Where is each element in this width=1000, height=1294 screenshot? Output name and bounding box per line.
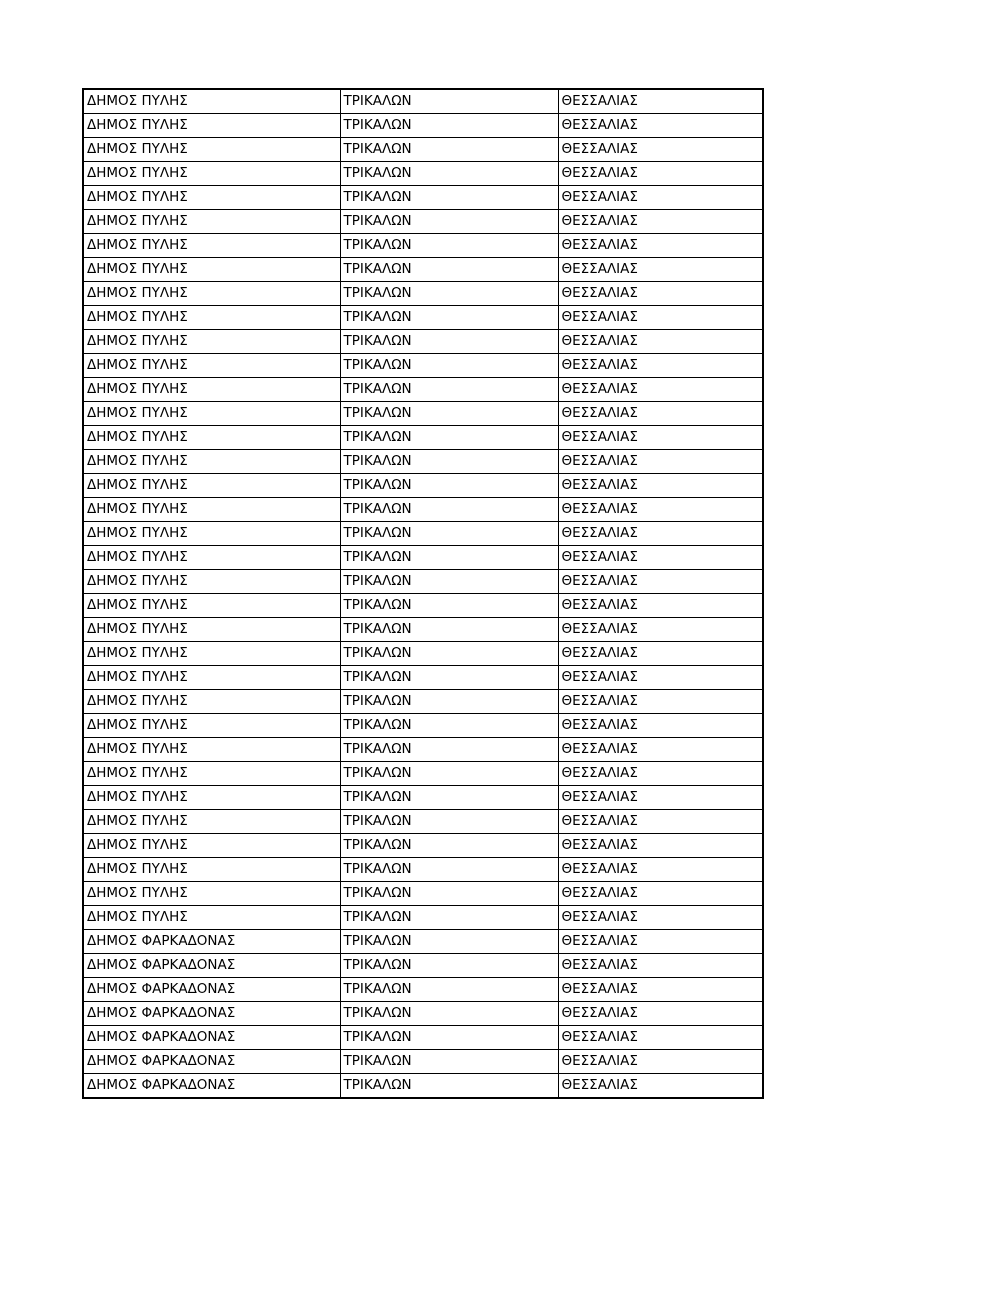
municipality-cell: ΔΗΜΟΣ ΠΥΛΗΣ [83,810,340,834]
region-cell: ΘΕΣΣΑΛΙΑΣ [558,498,763,522]
table-row [83,1002,763,1026]
municipality-cell: ΔΗΜΟΣ ΠΥΛΗΣ [83,546,340,570]
municipality-cell: ΔΗΜΟΣ ΠΥΛΗΣ [83,858,340,882]
table-row [83,906,763,930]
prefecture-cell: ΤΡΙΚΑΛΩΝ [340,1026,558,1050]
table-row [83,330,763,354]
municipality-cell: ΔΗΜΟΣ ΠΥΛΗΣ [83,330,340,354]
region-cell: ΘΕΣΣΑΛΙΑΣ [558,138,763,162]
municipality-cell: ΔΗΜΟΣ ΠΥΛΗΣ [83,522,340,546]
municipality-cell: ΔΗΜΟΣ ΠΥΛΗΣ [83,642,340,666]
prefecture-cell: ΤΡΙΚΑΛΩΝ [340,210,558,234]
municipality-cell: ΔΗΜΟΣ ΠΥΛΗΣ [83,258,340,282]
municipality-cell: ΔΗΜΟΣ ΠΥΛΗΣ [83,762,340,786]
region-cell: ΘΕΣΣΑΛΙΑΣ [558,714,763,738]
municipality-cell: ΔΗΜΟΣ ΦΑΡΚΑΔΟΝΑΣ [83,954,340,978]
table-row [83,546,763,570]
prefecture-cell: ΤΡΙΚΑΛΩΝ [340,978,558,1002]
region-cell: ΘΕΣΣΑΛΙΑΣ [558,978,763,1002]
prefecture-cell: ΤΡΙΚΑΛΩΝ [340,330,558,354]
region-cell: ΘΕΣΣΑΛΙΑΣ [558,522,763,546]
table-row [83,234,763,258]
region-cell: ΘΕΣΣΑΛΙΑΣ [558,690,763,714]
region-cell: ΘΕΣΣΑΛΙΑΣ [558,930,763,954]
region-cell: ΘΕΣΣΑΛΙΑΣ [558,162,763,186]
prefecture-cell: ΤΡΙΚΑΛΩΝ [340,474,558,498]
municipality-cell: ΔΗΜΟΣ ΠΥΛΗΣ [83,714,340,738]
region-cell: ΘΕΣΣΑΛΙΑΣ [558,546,763,570]
table-row [83,954,763,978]
municipality-cell: ΔΗΜΟΣ ΦΑΡΚΑΔΟΝΑΣ [83,1050,340,1074]
table-row [83,642,763,666]
table-row [83,138,763,162]
municipality-cell: ΔΗΜΟΣ ΠΥΛΗΣ [83,138,340,162]
municipality-cell: ΔΗΜΟΣ ΠΥΛΗΣ [83,690,340,714]
table-row [83,714,763,738]
municipality-cell: ΔΗΜΟΣ ΦΑΡΚΑΔΟΝΑΣ [83,1002,340,1026]
prefecture-cell: ΤΡΙΚΑΛΩΝ [340,282,558,306]
table-row [83,426,763,450]
municipality-cell: ΔΗΜΟΣ ΠΥΛΗΣ [83,594,340,618]
region-cell: ΘΕΣΣΑΛΙΑΣ [558,426,763,450]
region-cell: ΘΕΣΣΑΛΙΑΣ [558,258,763,282]
municipality-cell: ΔΗΜΟΣ ΠΥΛΗΣ [83,354,340,378]
municipality-cell: ΔΗΜΟΣ ΦΑΡΚΑΔΟΝΑΣ [83,930,340,954]
region-cell: ΘΕΣΣΑΛΙΑΣ [558,594,763,618]
region-cell: ΘΕΣΣΑΛΙΑΣ [558,402,763,426]
prefecture-cell: ΤΡΙΚΑΛΩΝ [340,162,558,186]
region-cell: ΘΕΣΣΑΛΙΑΣ [558,114,763,138]
prefecture-cell: ΤΡΙΚΑΛΩΝ [340,906,558,930]
table-row [83,498,763,522]
prefecture-cell: ΤΡΙΚΑΛΩΝ [340,666,558,690]
table-row [83,594,763,618]
region-cell: ΘΕΣΣΑΛΙΑΣ [558,954,763,978]
municipality-cell: ΔΗΜΟΣ ΠΥΛΗΣ [83,162,340,186]
table-row [83,378,763,402]
table-row [83,666,763,690]
table-row [83,402,763,426]
region-cell: ΘΕΣΣΑΛΙΑΣ [558,210,763,234]
municipality-cell: ΔΗΜΟΣ ΠΥΛΗΣ [83,402,340,426]
region-cell: ΘΕΣΣΑΛΙΑΣ [558,354,763,378]
region-cell: ΘΕΣΣΑΛΙΑΣ [558,810,763,834]
municipality-cell: ΔΗΜΟΣ ΦΑΡΚΑΔΟΝΑΣ [83,1026,340,1050]
table-row [83,618,763,642]
municipality-cell: ΔΗΜΟΣ ΠΥΛΗΣ [83,89,340,114]
region-cell: ΘΕΣΣΑΛΙΑΣ [558,786,763,810]
region-cell: ΘΕΣΣΑΛΙΑΣ [558,762,763,786]
table-row [83,882,763,906]
table-row [83,210,763,234]
municipality-cell: ΔΗΜΟΣ ΠΥΛΗΣ [83,786,340,810]
region-cell: ΘΕΣΣΑΛΙΑΣ [558,234,763,258]
municipality-cell: ΔΗΜΟΣ ΠΥΛΗΣ [83,378,340,402]
prefecture-cell: ΤΡΙΚΑΛΩΝ [340,834,558,858]
prefecture-cell: ΤΡΙΚΑΛΩΝ [340,930,558,954]
prefecture-cell: ΤΡΙΚΑΛΩΝ [340,858,558,882]
table-row [83,570,763,594]
table-row [83,786,763,810]
prefecture-cell: ΤΡΙΚΑΛΩΝ [340,738,558,762]
region-cell: ΘΕΣΣΑΛΙΑΣ [558,834,763,858]
table-row [83,1026,763,1050]
prefecture-cell: ΤΡΙΚΑΛΩΝ [340,714,558,738]
municipality-cell: ΔΗΜΟΣ ΠΥΛΗΣ [83,618,340,642]
table-body [83,89,763,1098]
region-cell: ΘΕΣΣΑΛΙΑΣ [558,450,763,474]
region-cell: ΘΕΣΣΑΛΙΑΣ [558,618,763,642]
prefecture-cell: ΤΡΙΚΑΛΩΝ [340,1002,558,1026]
prefecture-cell: ΤΡΙΚΑΛΩΝ [340,594,558,618]
table-row [83,186,763,210]
region-cell: ΘΕΣΣΑΛΙΑΣ [558,89,763,114]
table-row [83,522,763,546]
municipality-cell: ΔΗΜΟΣ ΠΥΛΗΣ [83,882,340,906]
region-cell: ΘΕΣΣΑΛΙΑΣ [558,738,763,762]
municipality-cell: ΔΗΜΟΣ ΠΥΛΗΣ [83,834,340,858]
municipality-cell: ΔΗΜΟΣ ΠΥΛΗΣ [83,306,340,330]
prefecture-cell: ΤΡΙΚΑΛΩΝ [340,378,558,402]
prefecture-cell: ΤΡΙΚΑΛΩΝ [340,954,558,978]
prefecture-cell: ΤΡΙΚΑΛΩΝ [340,498,558,522]
prefecture-cell: ΤΡΙΚΑΛΩΝ [340,114,558,138]
municipality-cell: ΔΗΜΟΣ ΠΥΛΗΣ [83,498,340,522]
prefecture-cell: ΤΡΙΚΑΛΩΝ [340,186,558,210]
table-row [83,89,763,114]
prefecture-cell: ΤΡΙΚΑΛΩΝ [340,882,558,906]
municipality-cell: ΔΗΜΟΣ ΠΥΛΗΣ [83,738,340,762]
table-row [83,834,763,858]
prefecture-cell: ΤΡΙΚΑΛΩΝ [340,426,558,450]
region-cell: ΘΕΣΣΑΛΙΑΣ [558,1026,763,1050]
prefecture-cell: ΤΡΙΚΑΛΩΝ [340,1050,558,1074]
table-row [83,1074,763,1099]
table-row [83,306,763,330]
prefecture-cell: ΤΡΙΚΑΛΩΝ [340,89,558,114]
municipality-cell: ΔΗΜΟΣ ΠΥΛΗΣ [83,114,340,138]
table-row [83,162,763,186]
region-cell: ΘΕΣΣΑΛΙΑΣ [558,378,763,402]
region-cell: ΘΕΣΣΑΛΙΑΣ [558,1050,763,1074]
region-cell: ΘΕΣΣΑΛΙΑΣ [558,906,763,930]
municipality-table [82,88,764,1099]
region-cell: ΘΕΣΣΑΛΙΑΣ [558,858,763,882]
table-row [83,474,763,498]
region-cell: ΘΕΣΣΑΛΙΑΣ [558,330,763,354]
prefecture-cell: ΤΡΙΚΑΛΩΝ [340,1074,558,1099]
table-row [83,1050,763,1074]
prefecture-cell: ΤΡΙΚΑΛΩΝ [340,618,558,642]
municipality-cell: ΔΗΜΟΣ ΠΥΛΗΣ [83,210,340,234]
prefecture-cell: ΤΡΙΚΑΛΩΝ [340,690,558,714]
table-row [83,354,763,378]
region-cell: ΘΕΣΣΑΛΙΑΣ [558,666,763,690]
prefecture-cell: ΤΡΙΚΑΛΩΝ [340,138,558,162]
table-row [83,738,763,762]
prefecture-cell: ΤΡΙΚΑΛΩΝ [340,402,558,426]
prefecture-cell: ΤΡΙΚΑΛΩΝ [340,306,558,330]
table-row [83,258,763,282]
table-row [83,762,763,786]
municipality-cell: ΔΗΜΟΣ ΠΥΛΗΣ [83,906,340,930]
municipality-cell: ΔΗΜΟΣ ΠΥΛΗΣ [83,234,340,258]
municipality-cell: ΔΗΜΟΣ ΠΥΛΗΣ [83,186,340,210]
region-cell: ΘΕΣΣΑΛΙΑΣ [558,1002,763,1026]
prefecture-cell: ΤΡΙΚΑΛΩΝ [340,546,558,570]
municipality-cell: ΔΗΜΟΣ ΠΥΛΗΣ [83,426,340,450]
municipality-cell: ΔΗΜΟΣ ΠΥΛΗΣ [83,666,340,690]
region-cell: ΘΕΣΣΑΛΙΑΣ [558,570,763,594]
region-cell: ΘΕΣΣΑΛΙΑΣ [558,1074,763,1099]
region-cell: ΘΕΣΣΑΛΙΑΣ [558,186,763,210]
prefecture-cell: ΤΡΙΚΑΛΩΝ [340,234,558,258]
prefecture-cell: ΤΡΙΚΑΛΩΝ [340,786,558,810]
region-cell: ΘΕΣΣΑΛΙΑΣ [558,282,763,306]
table-row [83,930,763,954]
prefecture-cell: ΤΡΙΚΑΛΩΝ [340,810,558,834]
region-cell: ΘΕΣΣΑΛΙΑΣ [558,882,763,906]
region-cell: ΘΕΣΣΑΛΙΑΣ [558,642,763,666]
table-row [83,810,763,834]
region-cell: ΘΕΣΣΑΛΙΑΣ [558,474,763,498]
prefecture-cell: ΤΡΙΚΑΛΩΝ [340,762,558,786]
table-row [83,858,763,882]
municipality-cell: ΔΗΜΟΣ ΦΑΡΚΑΔΟΝΑΣ [83,978,340,1002]
prefecture-cell: ΤΡΙΚΑΛΩΝ [340,522,558,546]
table-row [83,282,763,306]
prefecture-cell: ΤΡΙΚΑΛΩΝ [340,450,558,474]
table-row [83,690,763,714]
prefecture-cell: ΤΡΙΚΑΛΩΝ [340,642,558,666]
prefecture-cell: ΤΡΙΚΑΛΩΝ [340,258,558,282]
municipality-cell: ΔΗΜΟΣ ΠΥΛΗΣ [83,450,340,474]
municipality-cell: ΔΗΜΟΣ ΠΥΛΗΣ [83,570,340,594]
table-row [83,450,763,474]
table-row [83,114,763,138]
prefecture-cell: ΤΡΙΚΑΛΩΝ [340,354,558,378]
municipality-cell: ΔΗΜΟΣ ΠΥΛΗΣ [83,282,340,306]
municipality-cell: ΔΗΜΟΣ ΠΥΛΗΣ [83,474,340,498]
region-cell: ΘΕΣΣΑΛΙΑΣ [558,306,763,330]
table-row [83,978,763,1002]
municipality-cell: ΔΗΜΟΣ ΦΑΡΚΑΔΟΝΑΣ [83,1074,340,1099]
prefecture-cell: ΤΡΙΚΑΛΩΝ [340,570,558,594]
